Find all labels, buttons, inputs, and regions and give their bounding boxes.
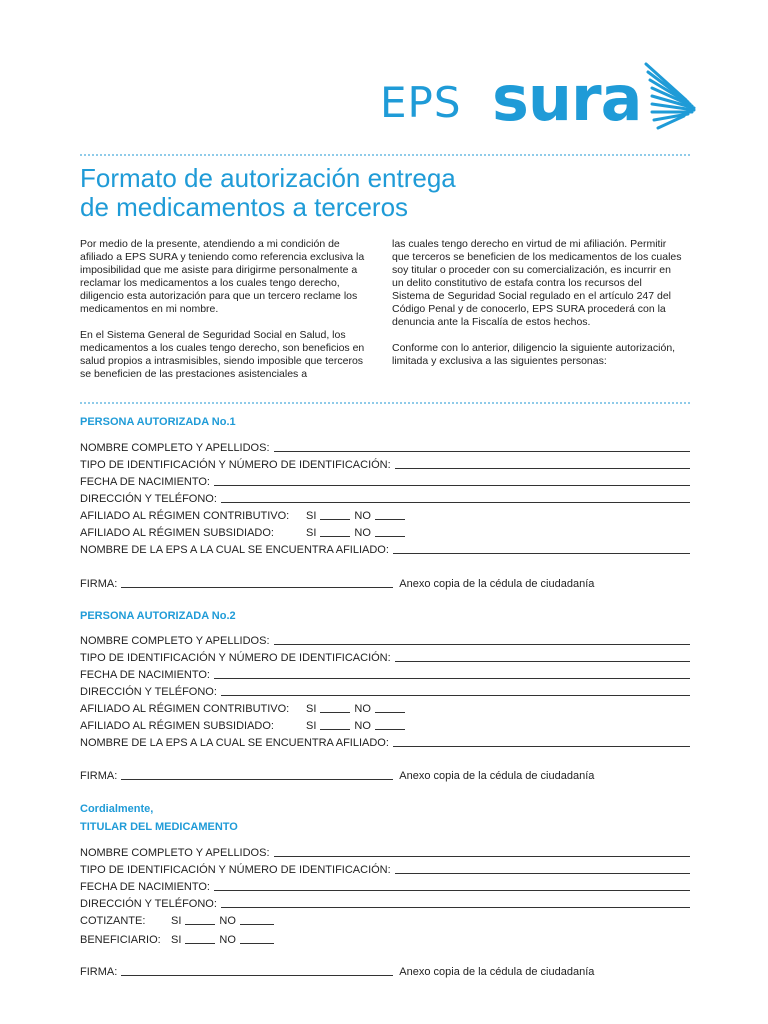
field-label: FIRMA:	[80, 770, 118, 782]
field-label: AFILIADO AL RÉGIMEN CONTRIBUTIVO:	[80, 510, 290, 522]
t-beneficiario-field[interactable]	[80, 930, 690, 946]
signature-line[interactable]	[121, 963, 393, 976]
field-label: FIRMA:	[80, 966, 118, 978]
signature-line[interactable]	[121, 575, 393, 588]
si-label: SI	[171, 934, 182, 946]
p1-subsidiado-field[interactable]	[80, 523, 690, 539]
signature-line[interactable]	[121, 767, 393, 780]
field-label: DIRECCIÓN Y TELÉFONO:	[80, 686, 217, 698]
input-line[interactable]	[395, 861, 690, 874]
no-label: NO	[354, 720, 371, 732]
intro-paragraph: las cuales tengo derecho en virtud de mi afiliación. Permitir que terceros se beneficien de los medicamentos de los cuales soy titular o proceder con su comercialización, es incurrir en un delito constitutivo de estafa contra los recursos del Sistema de Seguridad Social regulado en el artículo 247 del Código Penal y de conocerlo, EPS SURA procederá con la denuncia ante la Fiscalía de estos hechos.	[392, 238, 682, 328]
page-title	[80, 164, 680, 222]
p2-eps-field[interactable]	[80, 733, 690, 749]
p2-nombre-field[interactable]	[80, 631, 690, 647]
input-line[interactable]	[393, 734, 690, 747]
divider-middle	[80, 402, 690, 404]
title-line-1: Formato de autorización entrega	[80, 163, 456, 193]
si-blank[interactable]	[320, 525, 350, 537]
p2-subsidiado-field[interactable]	[80, 716, 690, 732]
input-line[interactable]	[274, 439, 690, 452]
logo-sura-text: sura	[492, 62, 642, 135]
p2-firma-field[interactable]	[80, 766, 690, 782]
intro-paragraph: En el Sistema General de Seguridad Social en Salud, los medicamentos a los cuales tengo derecho, son beneficios en salud propios a intrasmisibles, siendo imposible que terceros se beneficien de las prestaciones asistenciales a	[80, 329, 365, 380]
field-label: COTIZANTE:	[80, 915, 146, 927]
si-blank[interactable]	[320, 718, 350, 730]
input-line[interactable]	[395, 456, 690, 469]
field-label: AFILIADO AL RÉGIMEN SUBSIDIADO:	[80, 720, 274, 732]
t-tipo-id-field[interactable]	[80, 860, 690, 876]
input-line[interactable]	[274, 844, 690, 857]
p2-fecha-field[interactable]	[80, 665, 690, 681]
input-line[interactable]	[274, 632, 690, 645]
input-line[interactable]	[214, 666, 690, 679]
field-label: DIRECCIÓN Y TELÉFONO:	[80, 493, 217, 505]
titular-heading: TITULAR DEL MEDICAMENTO	[80, 821, 238, 833]
si-label: SI	[306, 720, 317, 732]
t-cotizante-field[interactable]	[80, 911, 690, 927]
no-blank[interactable]	[240, 932, 274, 944]
si-blank[interactable]	[185, 913, 215, 925]
logo-eps-text: EPS	[380, 78, 462, 127]
intro-paragraph: Por medio de la presente, atendiendo a mi condición de afiliado a EPS SURA y teniendo como referencia exclusiva la imposibilidad que me asiste para dirigirme personalmente a reclamar los medicamentos a los cuales tengo derecho, diligencio esta autorización para que un tercero reclame los medicamentos en mi nombre.	[80, 238, 365, 315]
input-line[interactable]	[221, 683, 690, 696]
persona-2-heading: PERSONA AUTORIZADA No.2	[80, 610, 236, 622]
field-label: AFILIADO AL RÉGIMEN CONTRIBUTIVO:	[80, 703, 290, 715]
p2-contributivo-field[interactable]	[80, 699, 690, 715]
input-line[interactable]	[221, 490, 690, 503]
input-line[interactable]	[395, 649, 690, 662]
t-fecha-field[interactable]	[80, 877, 690, 893]
field-label: BENEFICIARIO:	[80, 934, 161, 946]
field-label: DIRECCIÓN Y TELÉFONO:	[80, 898, 217, 910]
input-line[interactable]	[221, 895, 690, 908]
t-nombre-field[interactable]	[80, 843, 690, 859]
persona-1-heading: PERSONA AUTORIZADA No.1	[80, 416, 236, 428]
no-blank[interactable]	[375, 525, 405, 537]
p2-tipo-id-field[interactable]	[80, 648, 690, 664]
field-label: NOMBRE COMPLETO Y APELLIDOS:	[80, 442, 270, 454]
no-label: NO	[354, 510, 371, 522]
cordialmente-text: Cordialmente,	[80, 803, 154, 815]
field-label: TIPO DE IDENTIFICACIÓN Y NÚMERO DE IDENTIFICACIÓN:	[80, 652, 391, 664]
no-label: NO	[219, 934, 236, 946]
sura-wing-icon	[638, 58, 698, 138]
p1-firma-field[interactable]	[80, 574, 690, 590]
si-blank[interactable]	[320, 508, 350, 520]
eps-sura-logo	[380, 58, 700, 138]
no-blank[interactable]	[375, 718, 405, 730]
field-label: NOMBRE DE LA EPS A LA CUAL SE ENCUENTRA AFILIADO:	[80, 544, 389, 556]
t-firma-field[interactable]	[80, 962, 690, 978]
field-label: FECHA DE NACIMIENTO:	[80, 669, 210, 681]
no-blank[interactable]	[375, 508, 405, 520]
p1-contributivo-field[interactable]	[80, 506, 690, 522]
si-label: SI	[306, 527, 317, 539]
field-label: NOMBRE COMPLETO Y APELLIDOS:	[80, 635, 270, 647]
input-line[interactable]	[214, 878, 690, 891]
no-label: NO	[219, 915, 236, 927]
intro-left-column	[80, 238, 370, 394]
p1-eps-field[interactable]	[80, 540, 690, 556]
no-blank[interactable]	[240, 913, 274, 925]
si-blank[interactable]	[185, 932, 215, 944]
p1-fecha-field[interactable]	[80, 472, 690, 488]
p1-direccion-field[interactable]	[80, 489, 690, 505]
p1-tipo-id-field[interactable]	[80, 455, 690, 471]
field-label: FECHA DE NACIMIENTO:	[80, 476, 210, 488]
field-label: NOMBRE COMPLETO Y APELLIDOS:	[80, 847, 270, 859]
field-label: FIRMA:	[80, 578, 118, 590]
p2-direccion-field[interactable]	[80, 682, 690, 698]
intro-right-column	[392, 238, 682, 381]
si-label: SI	[171, 915, 182, 927]
field-label: FECHA DE NACIMIENTO:	[80, 881, 210, 893]
si-blank[interactable]	[320, 701, 350, 713]
p1-nombre-field[interactable]	[80, 438, 690, 454]
si-label: SI	[306, 703, 317, 715]
title-line-2: de medicamentos a terceros	[80, 192, 409, 222]
no-blank[interactable]	[375, 701, 405, 713]
field-label: AFILIADO AL RÉGIMEN SUBSIDIADO:	[80, 527, 274, 539]
anexo-note: Anexo copia de la cédula de ciudadanía	[399, 966, 595, 978]
field-label: TIPO DE IDENTIFICACIÓN Y NÚMERO DE IDENTIFICACIÓN:	[80, 459, 391, 471]
anexo-note: Anexo copia de la cédula de ciudadanía	[399, 770, 595, 782]
no-label: NO	[354, 527, 371, 539]
input-line[interactable]	[393, 541, 690, 554]
field-label: NOMBRE DE LA EPS A LA CUAL SE ENCUENTRA AFILIADO:	[80, 737, 389, 749]
input-line[interactable]	[214, 473, 690, 486]
no-label: NO	[354, 703, 371, 715]
t-direccion-field[interactable]	[80, 894, 690, 910]
anexo-note: Anexo copia de la cédula de ciudadanía	[399, 578, 595, 590]
si-label: SI	[306, 510, 317, 522]
intro-paragraph: Conforme con lo anterior, diligencio la siguiente autorización, limitada y exclusiva a las siguientes personas:	[392, 342, 676, 367]
field-label: TIPO DE IDENTIFICACIÓN Y NÚMERO DE IDENTIFICACIÓN:	[80, 864, 391, 876]
divider-top	[80, 154, 690, 156]
